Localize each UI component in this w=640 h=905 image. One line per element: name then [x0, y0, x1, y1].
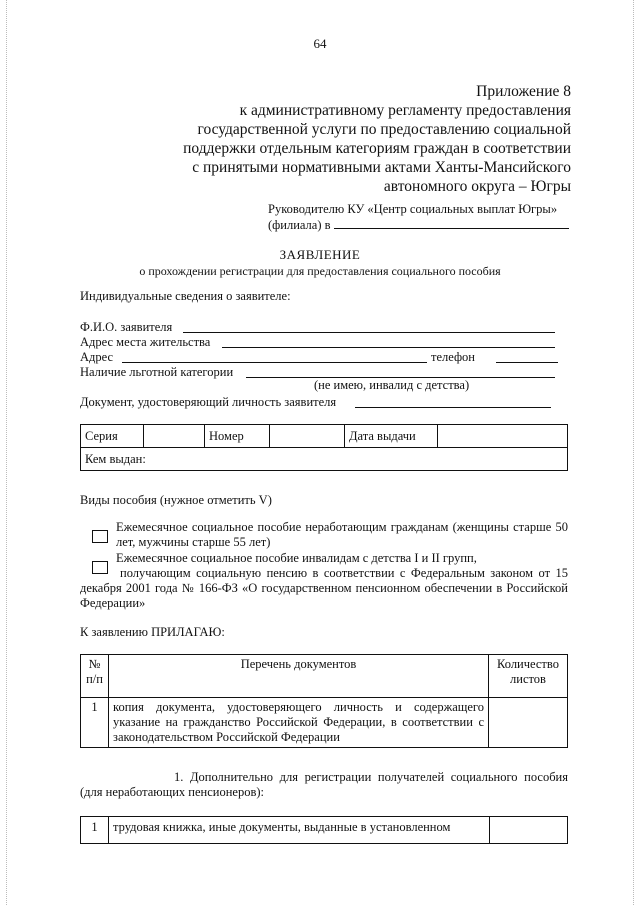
row-qty-cell[interactable]: [490, 817, 568, 844]
document-subtitle: о прохождении регистрации для предоставления социального пособия: [139, 264, 501, 278]
appendix-line: Приложение 8: [476, 83, 571, 100]
row-num: 1: [81, 698, 109, 748]
table-row: [81, 817, 568, 844]
row-doc-text: трудовая книжка, иные документы, выданные в установленном: [109, 817, 490, 844]
table-row: [81, 698, 568, 748]
appendix-line: к административному регламенту предоставления: [239, 102, 571, 119]
series-label: Серия: [81, 425, 144, 448]
residence-blank[interactable]: [222, 347, 555, 348]
scan-edge-left: [6, 0, 7, 905]
id-document-table: [80, 424, 568, 471]
fio-blank[interactable]: [183, 332, 555, 333]
number-cell[interactable]: [270, 425, 345, 448]
table-row: [81, 448, 568, 471]
residence-label: Адрес места жительства: [80, 335, 211, 349]
table-row: [81, 425, 568, 448]
benefit-option2-line1: Ежемесячное социальное пособие инвалидам с детства I и II групп,: [116, 551, 477, 565]
issue-date-cell[interactable]: [438, 425, 568, 448]
attachments-table: [80, 654, 568, 748]
issue-date-label: Дата выдачи: [345, 425, 438, 448]
addressee-block: [268, 201, 569, 233]
benefit-category-label: Наличие льготной категории: [80, 365, 234, 379]
document-title: ЗАЯВЛЕНИЕ: [279, 247, 361, 262]
additional-text: 1. Дополнительно для регистрации получателей социального пособия (для неработающих пенсионеров):: [80, 770, 568, 799]
row-doc-text: копия документа, удостоверяющего личность и содержащего указание на гражданство Российской Федерации, в соответствии с законодательством Российской Федерации: [109, 698, 489, 748]
appendix-line: автономного округа – Югры: [383, 178, 571, 195]
attach-heading: К заявлению ПРИЛАГАЮ:: [80, 625, 225, 639]
fio-label: Ф.И.О. заявителя: [80, 320, 173, 334]
benefit-option1-text: Ежемесячное социальное пособие неработающим гражданам (женщины старше 50 лет, мужчины старше 55 лет): [116, 520, 568, 549]
series-cell[interactable]: [144, 425, 205, 448]
page-number: 64: [313, 36, 327, 51]
benefit-category-hint: (не имею, инвалид с детства): [314, 378, 470, 392]
benefit-types-heading: Виды пособия (нужное отметить V): [80, 493, 272, 507]
addressee-line2: (филиала) в: [268, 218, 331, 232]
appendix-line: государственной услуги по предоставлению социальной: [197, 121, 571, 138]
additional-table: [80, 816, 568, 844]
issued-by-cell[interactable]: Кем выдан:: [81, 448, 568, 471]
table-header-row: [81, 655, 568, 698]
benefit-option2-text: получающим социальную пенсию в соответствии с Федеральным законом от 15 декабря 2001 года № 166-ФЗ «О государственном пенсионном обеспечении в Российской Федерации»: [80, 566, 568, 610]
benefit-option1-checkbox[interactable]: [92, 530, 108, 543]
appendix-header: [183, 82, 571, 196]
appendix-line: поддержки отдельным категориям граждан в соответствии: [183, 140, 571, 157]
col-num-header: № п/п: [81, 655, 109, 698]
address-label: Адрес: [80, 350, 114, 364]
scan-edge-right: [633, 0, 634, 905]
appendix-line: с принятыми нормативными актами Ханты-Мансийского: [192, 159, 571, 176]
id-document-label: Документ, удостоверяющий личность заявителя: [80, 395, 337, 409]
row-num: 1: [81, 817, 109, 844]
phone-blank[interactable]: [496, 362, 558, 363]
row-qty-cell[interactable]: [489, 698, 568, 748]
col-qty-header: Количество листов: [489, 655, 568, 698]
phone-label: телефон: [431, 350, 475, 364]
col-docs-header: Перечень документов: [109, 655, 489, 698]
addressee-line1: Руководителю КУ «Центр социальных выплат Югры»: [268, 202, 558, 216]
branch-blank[interactable]: [334, 217, 569, 229]
address-blank[interactable]: [122, 362, 427, 363]
number-label: Номер: [205, 425, 270, 448]
applicant-section-label: Индивидуальные сведения о заявителе:: [80, 289, 291, 303]
id-document-blank[interactable]: [355, 407, 551, 408]
